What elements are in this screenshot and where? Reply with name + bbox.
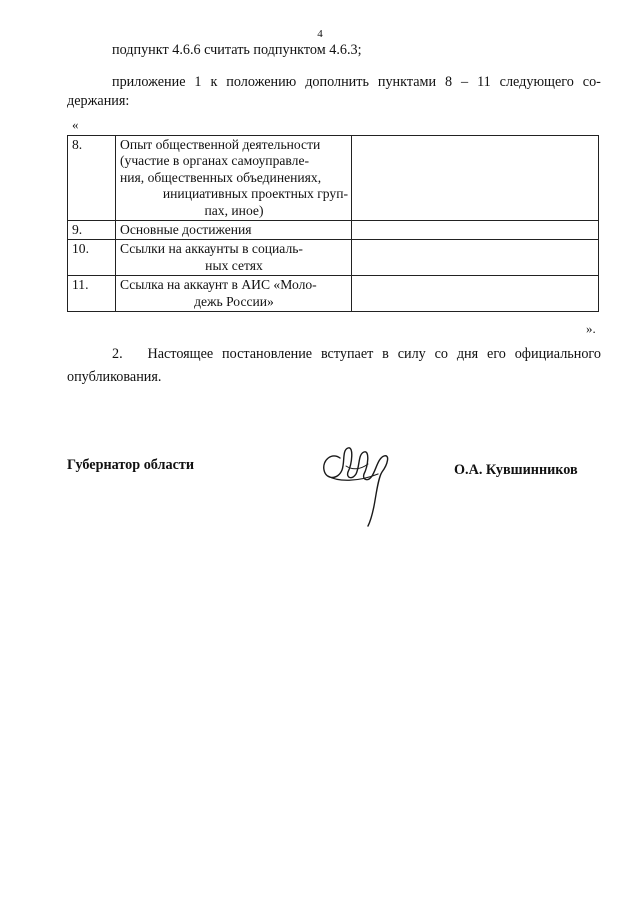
- appendix-table: [67, 135, 599, 312]
- word: дня: [456, 346, 479, 362]
- label-line: ных сетях: [205, 257, 263, 273]
- row-number: 11.: [68, 276, 116, 312]
- word: следующего: [499, 74, 574, 90]
- word: приложение: [112, 74, 186, 90]
- table-row: [68, 136, 599, 221]
- word: положению: [226, 74, 297, 90]
- word: со: [434, 346, 449, 362]
- position-title: Губернатор области: [67, 457, 195, 473]
- word: 8: [445, 74, 453, 90]
- paragraph-appendix-line2: держания:: [67, 93, 130, 109]
- handwritten-signature: [318, 436, 398, 528]
- signer-name: О.А. Кувшинников: [454, 462, 578, 478]
- row-label: [116, 276, 352, 312]
- page-number: 4: [317, 28, 323, 40]
- row-number: 10.: [68, 240, 116, 276]
- label-line: дежь России»: [194, 293, 274, 309]
- open-quote: «: [72, 117, 79, 132]
- table-row: [68, 221, 599, 240]
- paragraph-effective-line2: опубликования.: [67, 369, 162, 385]
- label-line: пах, иное): [204, 202, 264, 218]
- label-line: ния, общественных объединениях,: [120, 169, 322, 185]
- label-line: (участие в органах самоуправле-: [120, 153, 309, 169]
- paragraph-appendix-line1: [112, 73, 601, 91]
- table-row: [68, 240, 599, 276]
- word: его: [487, 346, 506, 362]
- row-number: 9.: [68, 221, 116, 240]
- label-line: инициативных проектных груп-: [162, 186, 348, 202]
- word: 11: [477, 74, 491, 90]
- row-value: [352, 240, 599, 276]
- label-line: Ссылка на аккаунт в АИС «Моло-: [120, 277, 317, 293]
- label-line: Опыт общественной деятельности: [120, 137, 321, 152]
- word: официального: [514, 346, 601, 362]
- word: к: [210, 74, 218, 90]
- word: со-: [582, 74, 601, 90]
- word: в: [382, 346, 389, 362]
- word: 2.: [112, 346, 123, 362]
- table-row: [68, 276, 599, 312]
- word: 1: [194, 74, 202, 90]
- word: вступает: [320, 346, 374, 362]
- word: постановление: [222, 346, 313, 362]
- row-value: [352, 221, 599, 240]
- row-value: [352, 276, 599, 312]
- word: –: [461, 74, 469, 90]
- word: пунктами: [377, 74, 437, 90]
- label-line: Ссылки на аккаунты в социаль-: [120, 241, 303, 257]
- close-quote: ».: [586, 321, 596, 336]
- row-number: 8.: [68, 136, 116, 221]
- paragraph-effective-line1: [112, 345, 601, 363]
- word: дополнить: [305, 74, 369, 90]
- word: силу: [397, 346, 426, 362]
- word: Настоящее: [147, 346, 214, 362]
- paragraph-subpoint: подпункт 4.6.6 считать подпунктом 4.6.3;: [112, 42, 362, 58]
- label-line: Основные достижения: [120, 222, 252, 238]
- row-label: [116, 136, 352, 221]
- row-label: [116, 240, 352, 276]
- row-value: [352, 136, 599, 221]
- row-label: [116, 221, 352, 240]
